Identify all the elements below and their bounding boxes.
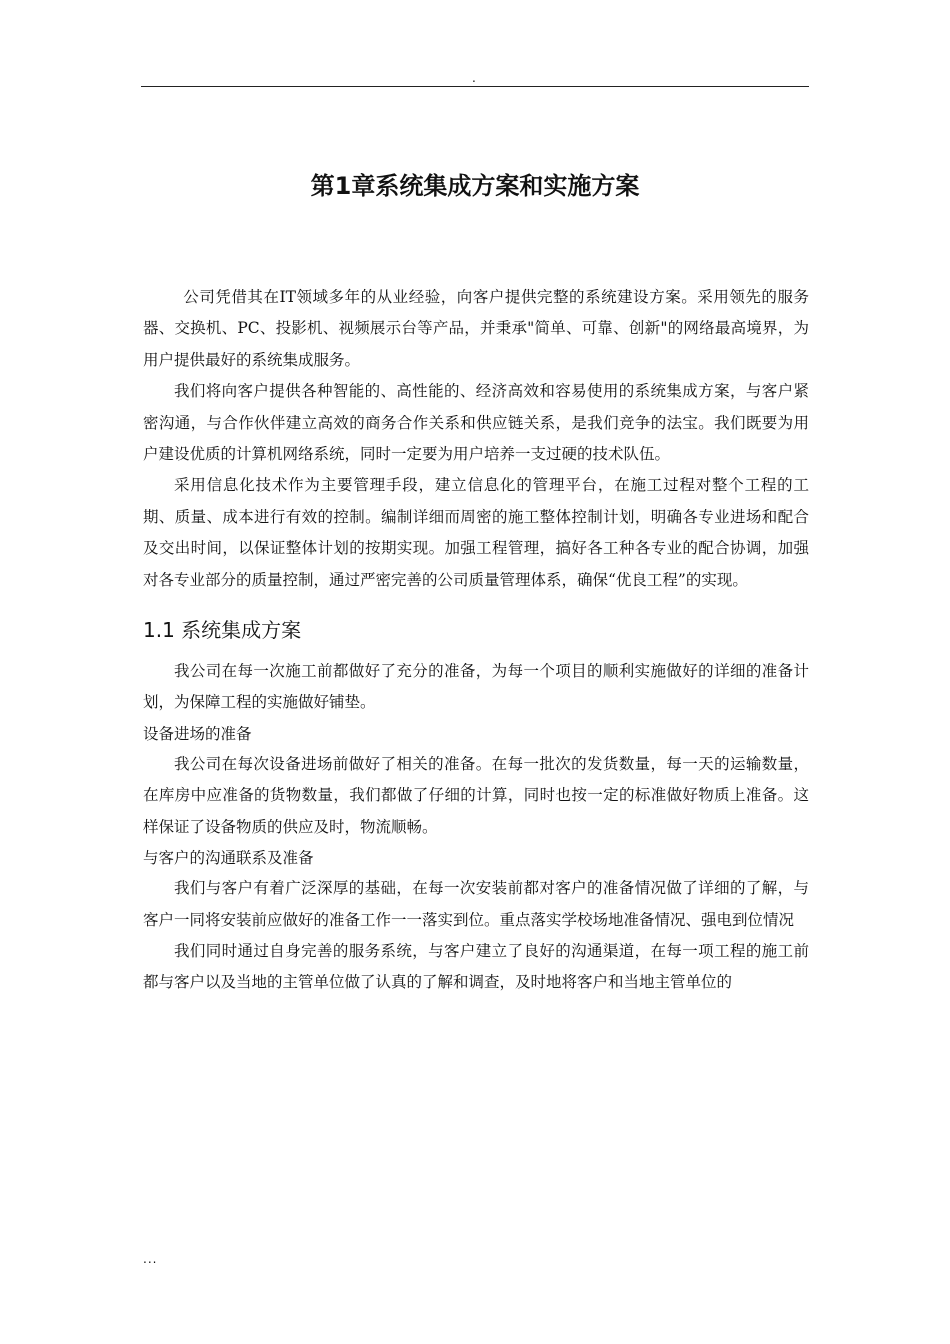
subsection-equipment-paragraph: 我公司在每次设备进场前做好了相关的准备。在每一批次的发货数量，每一天的运输数量，在库房中应准备的货物数量，我们都做了仔细的计算，同时也按一定的标准做好物质上准备。这样保证了设备物质的供应及时，物流顺畅。 [143,754,809,836]
intro-paragraph-1: 公司凭借其在IT领域多年的从业经验，向客户提供完整的系统建设方案。采用领先的服务器、交换机、PC、投影机、视频展示台等产品，并秉承"简单、可靠、创新"的网络最高境界，为用户提供最好的系统集成服务。 [143,288,809,369]
section-heading: 1.1 系统集成方案 [143,618,302,643]
document-body [143,282,809,999]
intro-paragraph-3: 采用信息化技术作为主要管理手段，建立信息化的管理平台，在施工过程对整个工程的工期、质量、成本进行有效的控制。编制详细而周密的施工整体控制计划，明确各专业进场和配合及交出时间，以保证整体计划的按期实现。加强工程管理，搞好各工种各专业的配合协调，加强对各专业部分的质量控制，通过严密完善的公司质量管理体系，确保“优良工程”的实现。 [143,476,809,589]
subsection-title-equipment: 设备进场的准备 [143,724,252,743]
subsection-client-paragraph-1: 我们与客户有着广泛深厚的基础，在每一次安装前都对客户的准备情况做了详细的了解，与客户一同将安装前应做好的准备工作一一落实到位。重点落实学校场地准备情况、强电到位情况 [143,879,809,929]
header-rule [141,86,809,87]
chapter-title: 第1章系统集成方案和实施方案 [310,172,640,200]
intro-paragraph-2: 我们将向客户提供各种智能的、高性能的、经济高效和容易使用的系统集成方案，与客户紧密沟通，与合作伙伴建立高效的商务合作关系和供应链关系，是我们竞争的法宝。我们既要为用户建设优质的计算机网络系统，同时一定要为用户培养一支过硬的技术队伍。 [143,382,809,464]
footer-mark: ... [143,1252,158,1266]
section-intro-paragraph: 我公司在每一次施工前都做好了充分的准备，为每一个项目的顺利实施做好的详细的准备计划，为保障工程的实施做好铺垫。 [143,662,809,712]
header-mark: . [472,71,476,85]
subsection-title-client-communication: 与客户的沟通联系及准备 [143,849,314,868]
subsection-client-paragraph-2: 我们同时通过自身完善的服务系统，与客户建立了良好的沟通渠道，在每一项工程的施工前都与客户以及当地的主管单位做了认真的了解和调查，及时地将客户和当地主管单位的 [143,941,809,992]
